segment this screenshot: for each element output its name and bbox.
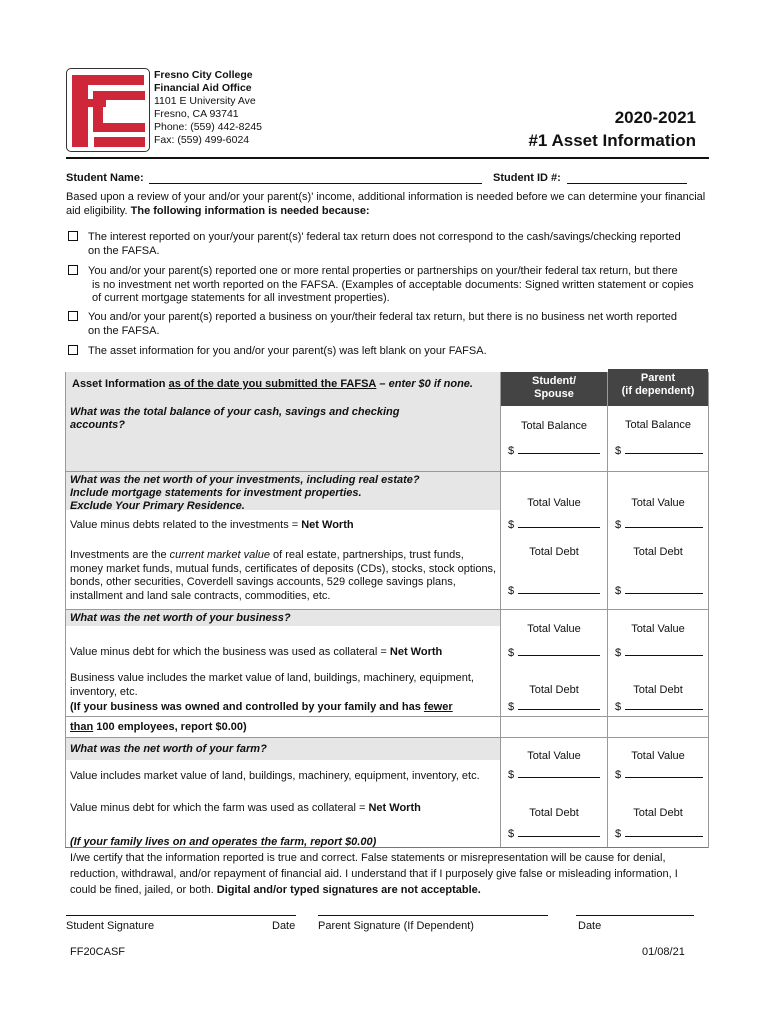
dollar-sign: $ [508,701,515,713]
certify-line: reduction, withdrawal, and/or repayment of financial aid. I understand that if I purposely give false or misleading information, I [70,868,678,880]
col-header-parent [608,369,708,406]
check-text: The asset information for you and/or your parent(s) was left blank on your FAFSA. [88,345,487,357]
def-line: money market funds, mutual funds, certificates of deposits (CDs), stocks, stock options, [70,562,497,575]
business-note-tail: 100 employees, report $0.00) [93,721,247,733]
business-note-part: (If your business was owned and controlled by your family and has [70,701,424,713]
checkbox-business[interactable] [68,311,78,321]
header-divider [66,157,709,159]
farm-parent-debt-field[interactable] [615,828,703,840]
check-text: of current mortgage statements for all investment properties). [92,292,390,304]
checkbox-rental[interactable] [68,265,78,275]
business-student-value-label: Total Value [527,623,581,635]
dollar-sign: $ [508,769,515,781]
fax-line: Fax: (559) 499-6024 [154,134,250,146]
checkbox-interest[interactable] [68,231,78,241]
net-worth-pre: Value minus debt for which the farm was used as collateral = [70,802,369,814]
col-header-parent-line: (if dependent) [621,385,695,397]
office-header [154,69,262,147]
investments-net-worth [70,519,354,533]
table-header-post: – enter $0 if none. [376,378,473,390]
student-signature-line[interactable] [66,915,296,916]
investments-parent-debt-field[interactable] [615,585,703,597]
investments-question-line: What was the net worth of your investments, including real estate? [70,474,420,486]
form-title-block [528,106,696,152]
intro-text: Based upon a review of your and/or your parent(s)' income, additional information is needed before we can determine your financial aid eligibility. [66,191,706,217]
farm-student-debt-field[interactable] [508,828,600,840]
def-part-italic: current market value [169,549,270,561]
check-item-business [88,311,677,338]
dollar-sign: $ [615,701,622,713]
business-note-fewer: fewer [423,701,453,713]
def-part: of real estate, partnerships, trust funds, [269,549,464,561]
city-line: Fresno, CA 93741 [154,108,239,120]
certification [70,850,710,898]
cash-parent-label: Total Balance [624,419,692,431]
net-worth-bold: Net Worth [368,802,421,814]
parent-signature-line[interactable] [318,915,548,916]
def-line: installment and land sale contracts, commodities, etc. [70,589,331,602]
table-header-pre: Asset Information [72,378,169,390]
certify-plain: could be fined, jailed, or both. [70,884,217,896]
farm-question: What was the net worth of your farm? [70,743,267,755]
investments-question [70,474,420,513]
table-left-edge [65,372,66,848]
col-header-parent-line: Parent [640,372,676,384]
cash-question [70,406,399,432]
student-id-field[interactable] [567,183,687,184]
investments-parent-value-label: Total Value [631,497,685,509]
dollar-sign: $ [508,445,515,457]
farm-note: (If your family lives on and operates the farm, report $0.00) [70,836,377,848]
business-student-debt-label: Total Debt [529,684,579,696]
investments-student-value-label: Total Value [527,497,581,509]
dollar-sign: $ [615,828,622,840]
business-parent-value-field[interactable] [615,647,703,659]
parent-date-label: Date [578,920,602,932]
investments-parent-value-field[interactable] [615,519,703,531]
revision-date: 01/08/21 [642,946,685,958]
def-line: bonds, other securities, Coverdell savings accounts, 529 college savings plans, [70,576,456,588]
table-header-text [72,378,473,390]
dollar-sign: $ [508,647,515,659]
net-worth-bold: Net Worth [389,646,443,658]
dollar-sign: $ [615,585,622,597]
col-header-student [501,372,607,406]
check-item-blank [88,345,487,359]
def-line: inventory, etc. [70,685,138,698]
form-title: #1 Asset Information [528,131,696,150]
investments-student-value-field[interactable] [508,519,600,531]
check-text: on the FAFSA. [88,324,160,337]
check-item-rental [88,265,694,306]
cash-question-line: accounts? [70,419,126,431]
dollar-sign: $ [615,445,622,457]
farm-student-value-label: Total Value [527,750,581,762]
col-header-student-line: Student/ [532,375,576,387]
business-parent-debt-field[interactable] [615,701,703,713]
intro-bold: The following information is needed because: [130,204,370,217]
check-text: You and/or your parent(s) reported one or more rental properties or partnerships on your/their federal tax return, but there [88,265,678,277]
office-name: Financial Aid Office [154,82,252,94]
award-year: 2020-2021 [614,108,696,127]
investments-question-line: Exclude Your Primary Residence. [70,500,245,512]
certify-line: I/we certify that the information reported is true and correct. False statements or misrepresentation will be cause for denial, [70,852,666,864]
investments-parent-debt-label: Total Debt [633,546,683,558]
check-text: on the FAFSA. [88,244,160,257]
business-net-worth [70,646,442,660]
student-id-label: Student ID #: [493,172,561,184]
student-name-field[interactable] [149,183,482,184]
table-right-edge [708,372,709,848]
table-col-divider [607,372,608,848]
net-worth-pre: Value minus debts related to the investments = [70,519,302,531]
business-question: What was the net worth of your business? [70,612,291,624]
business-note-line1 [70,701,453,713]
address-line: 1101 E University Ave [154,95,256,107]
business-note-than: than [70,721,94,733]
table-header-underlined: as of the date you submitted the FAFSA [168,378,377,390]
college-name: Fresno City College [154,69,253,81]
cash-student-label: Total Balance [520,420,588,432]
phone-line: Phone: (559) 442-8245 [154,121,262,133]
farm-net-worth [70,802,421,816]
dollar-sign: $ [615,769,622,781]
table-bottom-border [65,847,708,848]
check-text: is no investment net worth reported on the FAFSA. (Examples of acceptable documents: Signed written statement or copies [92,278,694,291]
farm-parent-value-field[interactable] [615,769,703,781]
dollar-sign: $ [615,519,622,531]
investments-student-debt-label: Total Debt [529,546,579,558]
check-text: You and/or your parent(s) reported a business on your/their federal tax return, but there is no business net worth reported [88,311,678,323]
net-worth-bold: Net Worth [301,519,354,531]
def-line: Business value includes the market value of land, buildings, machinery, equipment, [70,672,474,684]
business-student-debt-field[interactable] [508,701,600,713]
dollar-sign: $ [615,647,622,659]
cash-question-line: What was the total balance of your cash, savings and checking [70,406,400,418]
cash-student-field[interactable] [508,445,600,457]
row-divider [65,716,708,717]
investments-student-debt-field[interactable] [508,585,600,597]
student-date-label: Date [272,920,296,932]
college-logo [66,68,150,152]
parent-signature-label: Parent Signature (If Dependent) [318,920,474,932]
cash-parent-field[interactable] [615,445,703,457]
table-col-divider [500,372,501,848]
col-header-student-line: Spouse [534,388,574,400]
business-parent-debt-label: Total Debt [633,684,683,696]
business-note-line2 [70,721,247,733]
intro-paragraph [66,191,706,218]
investments-question-line: Include mortgage statements for investment properties. [70,487,362,499]
student-name-label: Student Name: [66,172,144,184]
form-code: FF20CASF [70,946,126,958]
net-worth-pre: Value minus debt for which the business was used as collateral = [70,646,390,658]
business-student-value-field[interactable] [508,647,600,659]
farm-value-includes: Value includes market value of land, buildings, machinery, equipment, inventory, etc. [70,770,480,782]
check-item-interest [88,231,681,258]
farm-parent-debt-label: Total Debt [633,807,683,819]
student-signature-label: Student Signature [66,920,155,932]
dollar-sign: $ [508,828,515,840]
parent-date-line[interactable] [576,915,694,916]
check-text: The interest reported on your/your parent(s)' federal tax return does not correspond to the cash/savings/checking reported [88,231,681,243]
def-part: Investments are the [70,549,170,561]
farm-student-value-field[interactable] [508,769,600,781]
farm-student-debt-label: Total Debt [529,807,579,819]
farm-parent-value-label: Total Value [631,750,685,762]
business-parent-value-label: Total Value [631,623,685,635]
dollar-sign: $ [508,519,515,531]
dollar-sign: $ [508,585,515,597]
checkbox-blank[interactable] [68,345,78,355]
certify-bold: Digital and/or typed signatures are not acceptable. [216,884,481,896]
investments-definition [70,549,496,603]
business-definition [70,672,474,699]
